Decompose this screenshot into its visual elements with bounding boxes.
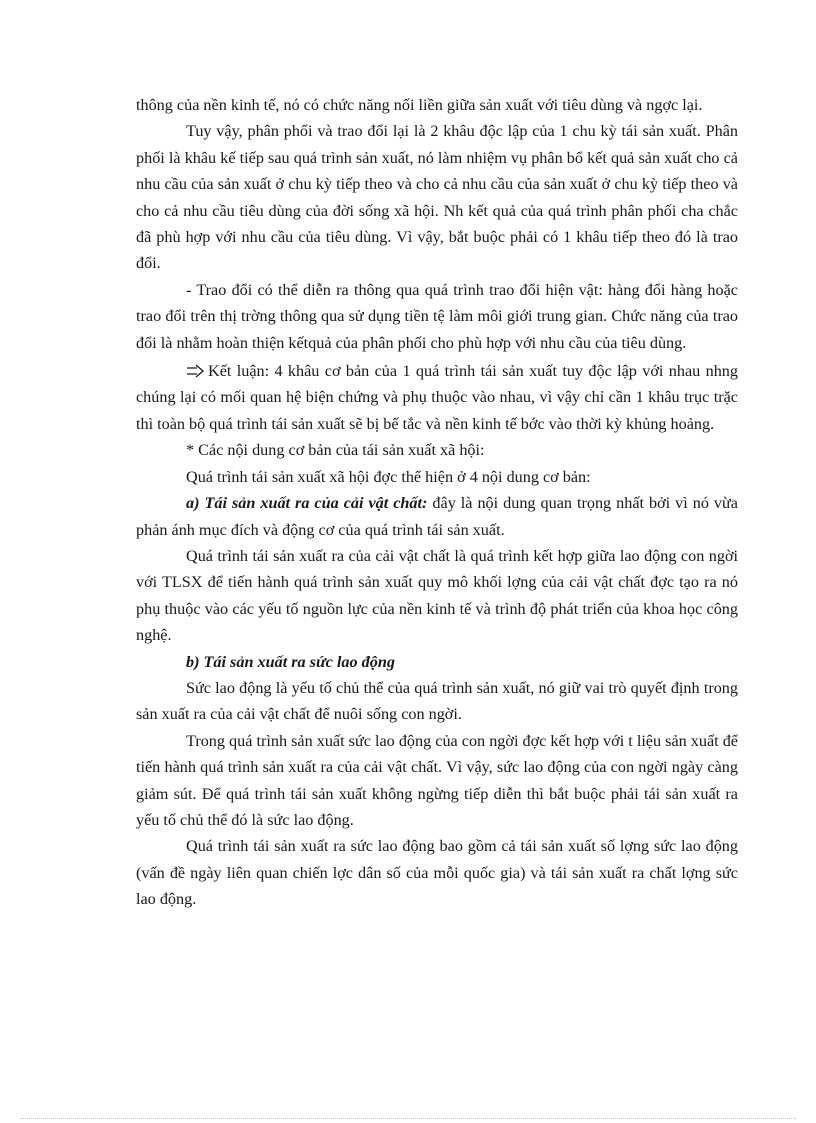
paragraph-6: Quá trình tái sản xuất xã hội đợc thể hiện ở 4 nội dung cơ bản:	[186, 467, 591, 486]
implies-arrow-icon	[186, 358, 208, 384]
paragraph-3: - Trao đổi có thể diễn ra thông qua quá trình trao đổi hiện vật: hàng đổi hàng hoặc trao đổi trên thị trờng thông qua sử dụng tiền tệ làm môi giới trung gian. Chức năng của trao đổi là nhằm hoàn thiện kếtquả của phân phối cho phù hợp với nhu cầu của tiêu dùng.	[136, 280, 738, 352]
paragraph-10: Sức lao động là yếu tố chủ thể của quá trình sản xuất, nó giữ vai trò quyết định trong sản xuất ra của cải vật chất để nuôi sống con ngời.	[136, 678, 738, 724]
section-a-heading: a) Tái sản xuất ra của cải vật chất:	[186, 494, 428, 513]
conclusion-text: Kết luận: 4 khâu cơ bản của 1 quá trình tái sản xuất tuy độc lập với nhau nhng chúng lại có mối quan hệ biện chứng và phụ thuộc vào nhau, vì vậy chỉ cần 1 khâu trục trặc thì toàn bộ quá trình tái sản xuất sẽ bị bế tắc và nền kinh tế bớc vào thời kỳ khủng hoảng.	[136, 362, 738, 433]
paragraph-12: Quá trình tái sản xuất ra sức lao động bao gồm cả tái sản xuất số lợng sức lao động (vấn đề ngày liên quan chiến lợc dân số của mỗi quốc gia) và tái sản xuất ra chất lợng sức lao động.	[136, 837, 738, 909]
paragraph-11: Trong quá trình sản xuất sức lao động của con ngời đợc kết hợp với t liệu sản xuất để tiến hành quá trình sản xuất ra của cải vật chất. Vì vậy, sức lao động của con ngời ngày càng giảm sút. Để quá trình tái sản xuất không ngừng tiếp diễn thì bắt buộc phải tái sản xuất ra yếu tố chủ thể đó là sức lao động.	[136, 731, 738, 829]
paragraph-8: Quá trình tái sản xuất ra của cải vật chất là quá trình kết hợp giữa lao động con ngời với TLSX để tiến hành quá trình sản xuất quy mô khối lợng của cải vật chất đợc tạo ra nó phụ thuộc vào các yếu tố nguồn lực của nền kinh tế và trình độ phát triển của khoa học công nghệ.	[136, 546, 738, 645]
document-body	[136, 92, 738, 913]
section-b-heading: b) Tái sản xuất ra sức lao động	[186, 652, 395, 671]
page-bottom-border	[20, 1118, 796, 1119]
paragraph-2: Tuy vậy, phân phối và trao đổi lại là 2 khâu độc lập của 1 chu kỳ tái sản xuất. Phân phối là khâu kế tiếp sau quá trình sản xuất, nó làm nhiệm vụ phân bổ kết quả sản xuất cho cả nhu cầu của sản xuất ở chu kỳ tiếp theo và cho cả nhu cầu của sản xuất ở chu kỳ tiếp theo và cho cả nhu cầu tiêu dùng của đời sống xã hội. Nh kết quả của quá trình phân phối cha chắc đã phù hợp với nhu cầu của tiêu dùng. Vì vậy, bắt buộc phải có 1 khâu tiếp theo đó là trao đổi.	[136, 122, 738, 273]
paragraph-7	[136, 490, 738, 543]
paragraph-1: thông của nền kinh tế, nó có chức năng nối liền giữa sản xuất với tiêu dùng và ngợc lại.	[136, 96, 703, 114]
paragraph-5: * Các nội dung cơ bản của tái sản xuất xã hội:	[186, 441, 485, 460]
paragraph-4	[136, 358, 738, 437]
section-a-text: đây là nội dung quan trọng nhất bởi vì nó vừa phản ánh mục đích và động cơ của quá trình tái sản xuất.	[136, 494, 738, 539]
